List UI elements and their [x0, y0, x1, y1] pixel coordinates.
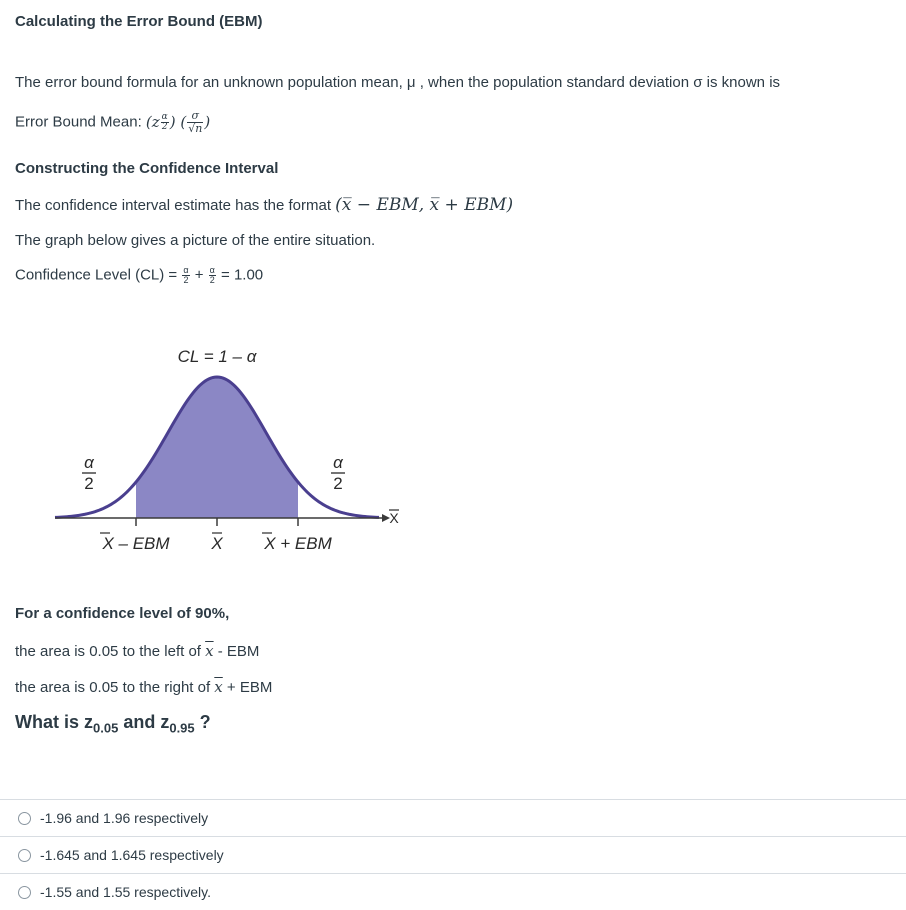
axis-xbar-label: X — [389, 510, 399, 526]
right-alpha-num: α — [333, 453, 343, 472]
cl-line: Confidence Level (CL) = $\frac{\alpha}{2}$ + $\frac{\alpha}{2}$ = 1.00 — [15, 265, 264, 285]
ci-format-line — [15, 195, 513, 215]
graph-intro: The graph below gives a picture of the entire situation. — [15, 232, 376, 249]
question-text: What is $z_{0.05}$ and $z_{0.95}$ ? — [15, 712, 211, 736]
page-title: Calculating the Error Bound (EBM) — [15, 13, 263, 30]
answer-options — [0, 799, 906, 910]
answer-option-3[interactable] — [0, 873, 906, 910]
answer-option-2[interactable] — [0, 836, 906, 873]
radio-button-3[interactable] — [18, 886, 31, 899]
answer-option-3-label: -1.55 and 1.55 respectively. — [40, 884, 211, 900]
left-alpha-den: 2 — [84, 474, 94, 493]
formula-line — [15, 110, 210, 135]
conf90-text: For a confidence level of 90%, — [15, 605, 230, 622]
cl-value: = 1.00 — [221, 266, 264, 284]
right-area-text: the area is 0.05 to the right of $\overline{x}$ + EBM — [15, 678, 273, 696]
left-alpha-num: α — [84, 453, 94, 472]
right-alpha-den: 2 — [333, 474, 343, 493]
radio-button-2[interactable] — [18, 849, 31, 862]
radio-button-1[interactable] — [18, 812, 31, 825]
right-bound-label: X + EBM — [264, 534, 332, 553]
answer-option-2-label: -1.645 and 1.645 respectively — [40, 847, 224, 863]
ci-format-text: The confidence interval estimate has the format — [15, 197, 336, 214]
ci-heading: Constructing the Confidence Interval — [15, 160, 279, 177]
answer-option-1-label: -1.96 and 1.96 respectively — [40, 810, 209, 826]
answer-option-1[interactable] — [0, 799, 906, 836]
left-bound-label: X – EBM — [102, 534, 170, 553]
formula-label: Error Bound Mean: — [15, 113, 146, 131]
left-area-text: the area is 0.05 to the left of $\overline{x}$ - EBM — [15, 642, 260, 660]
ci-format-math: (x̅ − EBM, x̅ + EBM) — [335, 195, 514, 215]
normal-distribution-diagram — [0, 330, 440, 570]
cl-graph-label: CL = 1 – α — [177, 347, 257, 366]
intro-text: The error bound formula for an unknown population mean, μ , when the population standard deviation σ is known is — [15, 74, 781, 91]
formula-z-part: (z $\frac{\alpha}{2}$ ) ( $\frac{\sigma}{√n}$ ) — [145, 109, 211, 135]
center-label: X — [211, 534, 223, 553]
cl-label: Confidence Level (CL) = — [15, 266, 182, 284]
